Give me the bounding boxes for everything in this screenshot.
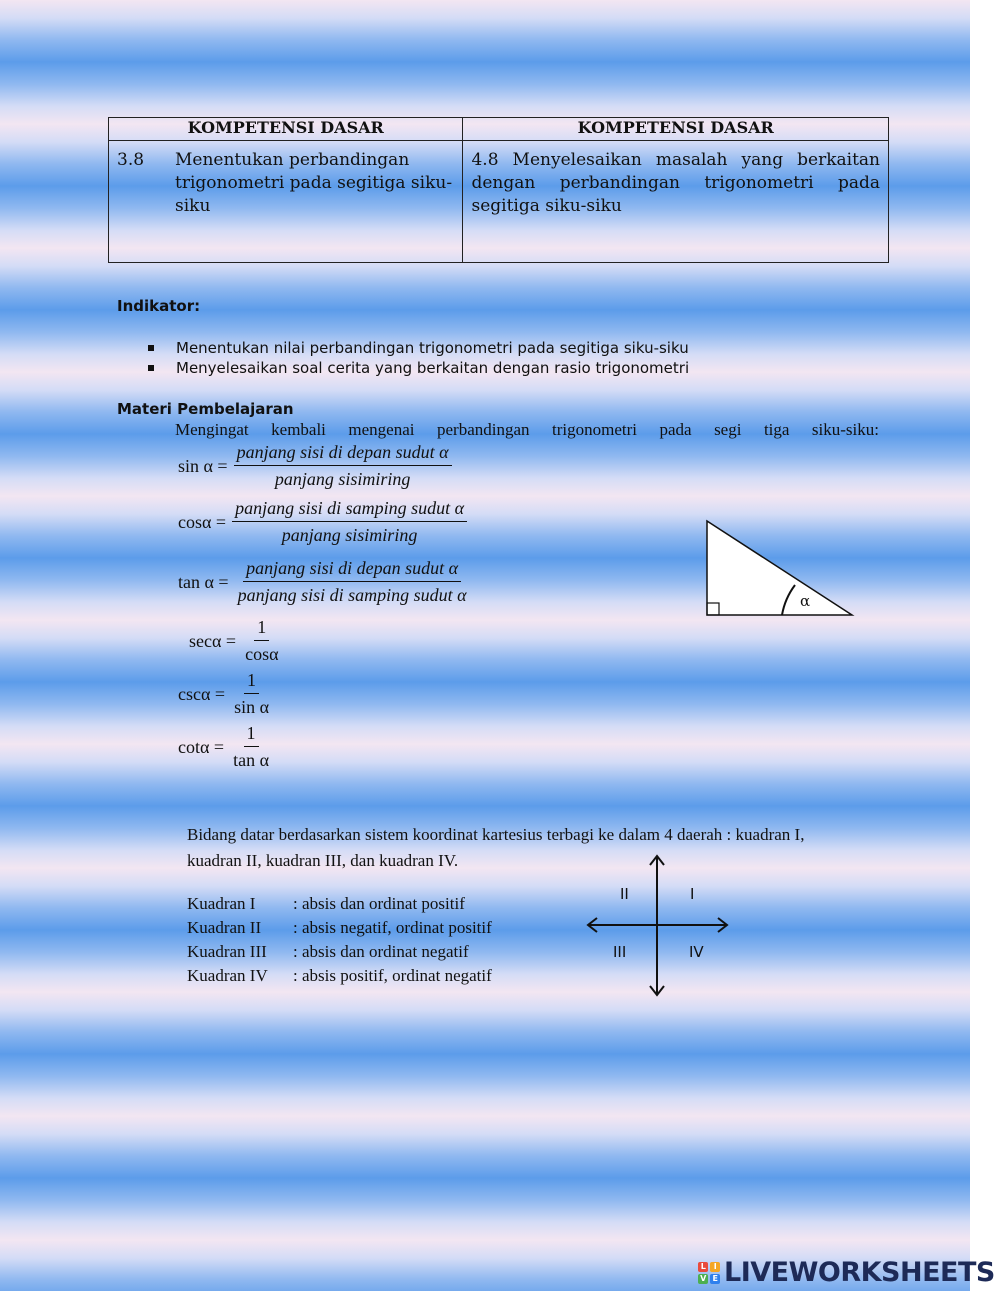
right-triangle-diagram	[700, 515, 860, 623]
table-header-left: KOMPETENSI DASAR	[109, 118, 463, 141]
angle-alpha-label: α	[800, 592, 811, 610]
quadrant-label-4: IV	[689, 943, 704, 961]
formula-numerator: panjang sisi di depan sudut α	[243, 558, 461, 582]
quadrant-label-3: III	[613, 943, 627, 961]
formula-name: cscα =	[178, 683, 226, 704]
quadrant-label-2: II	[620, 885, 629, 903]
logo-letter: I	[710, 1262, 720, 1272]
quadrant-row-1	[187, 894, 465, 914]
materi-heading: Materi Pembelajaran	[117, 400, 294, 418]
indikator-heading: Indikator:	[117, 297, 201, 315]
formula-denominator: sin α	[234, 697, 270, 717]
formula-sin	[178, 442, 452, 490]
formula-denominator: panjang sisi di samping sudut α	[237, 585, 467, 605]
quadrant-desc: : absis dan ordinat positif	[293, 894, 465, 913]
kd-text-left: Menentukan perbandingan trigonometri pada segitiga siku-siku	[175, 150, 453, 216]
formula-numerator: panjang sisi di samping sudut α	[232, 498, 467, 522]
logo-text: LIVEWORKSHEETS	[724, 1257, 995, 1288]
quadrant-desc: : absis positif, ordinat negatif	[293, 966, 492, 985]
quadrant-name: Kuadran II	[187, 918, 262, 937]
formula-numerator: 1	[244, 670, 259, 694]
kd-number-left: 3.8	[117, 150, 145, 170]
formula-name: secα =	[189, 630, 237, 651]
logo-letter: E	[710, 1274, 720, 1284]
quadrant-row-4	[187, 966, 492, 986]
quadrant-name: Kuadran III	[187, 942, 267, 961]
quadrant-name: Kuadran IV	[187, 966, 268, 985]
formula-numerator: 1	[244, 723, 259, 747]
formula-tan	[178, 558, 470, 606]
list-item: Menentukan nilai perbandingan trigonometri pada segitiga siku-siku	[148, 338, 689, 358]
formula-cos	[178, 498, 467, 546]
quadrant-desc: : absis dan ordinat negatif	[293, 942, 469, 961]
formula-denominator: cosα	[245, 644, 279, 664]
list-item: Menyelesaikan soal cerita yang berkaitan dengan rasio trigonometri	[148, 358, 689, 378]
coordinate-description: Bidang datar berdasarkan sistem koordinat kartesius terbagi ke dalam 4 daerah : kuadran I, kuadran II, kuadran III, dan kuadran IV.	[187, 825, 805, 870]
materi-intro: Mengingat kembali mengenai perbandingan trigonometri pada segi tiga siku-siku:	[175, 420, 879, 439]
formula-numerator: panjang sisi di depan sudut α	[234, 442, 452, 466]
formula-denominator: panjang sisimiring	[274, 469, 411, 489]
table-cell-left	[109, 141, 463, 263]
formula-denominator: panjang sisimiring	[281, 525, 418, 545]
formula-name: tan α =	[178, 571, 229, 592]
quadrant-name: Kuadran I	[187, 894, 256, 913]
formula-name: cotα =	[178, 736, 225, 757]
table-cell-right	[463, 141, 889, 263]
kd-text-right: 4.8 Menyelesaikan masalah yang berkaitan dengan perbandingan trigonometri pada segitiga siku-siku	[471, 150, 880, 216]
quadrant-desc: : absis negatif, ordinat positif	[293, 918, 492, 937]
formula-name: sin α =	[178, 455, 228, 476]
indikator-list	[148, 338, 689, 378]
formula-csc	[178, 670, 272, 718]
cartesian-axes-diagram	[584, 852, 732, 1000]
table-header-right: KOMPETENSI DASAR	[463, 118, 889, 141]
quadrant-label-1: I	[690, 885, 695, 903]
logo-letter: V	[698, 1274, 708, 1284]
triangle-shape	[707, 521, 852, 615]
formula-denominator: tan α	[233, 750, 269, 770]
logo-mark-icon	[698, 1262, 720, 1284]
quadrant-row-2	[187, 918, 492, 938]
formula-name: cosα =	[178, 511, 227, 532]
liveworksheets-logo[interactable]	[698, 1257, 995, 1288]
logo-letter: L	[698, 1262, 708, 1272]
formula-sec	[189, 617, 282, 665]
quadrant-row-3	[187, 942, 469, 962]
kompetensi-table	[108, 117, 889, 263]
formula-cot	[178, 723, 272, 771]
formula-numerator: 1	[254, 617, 269, 641]
